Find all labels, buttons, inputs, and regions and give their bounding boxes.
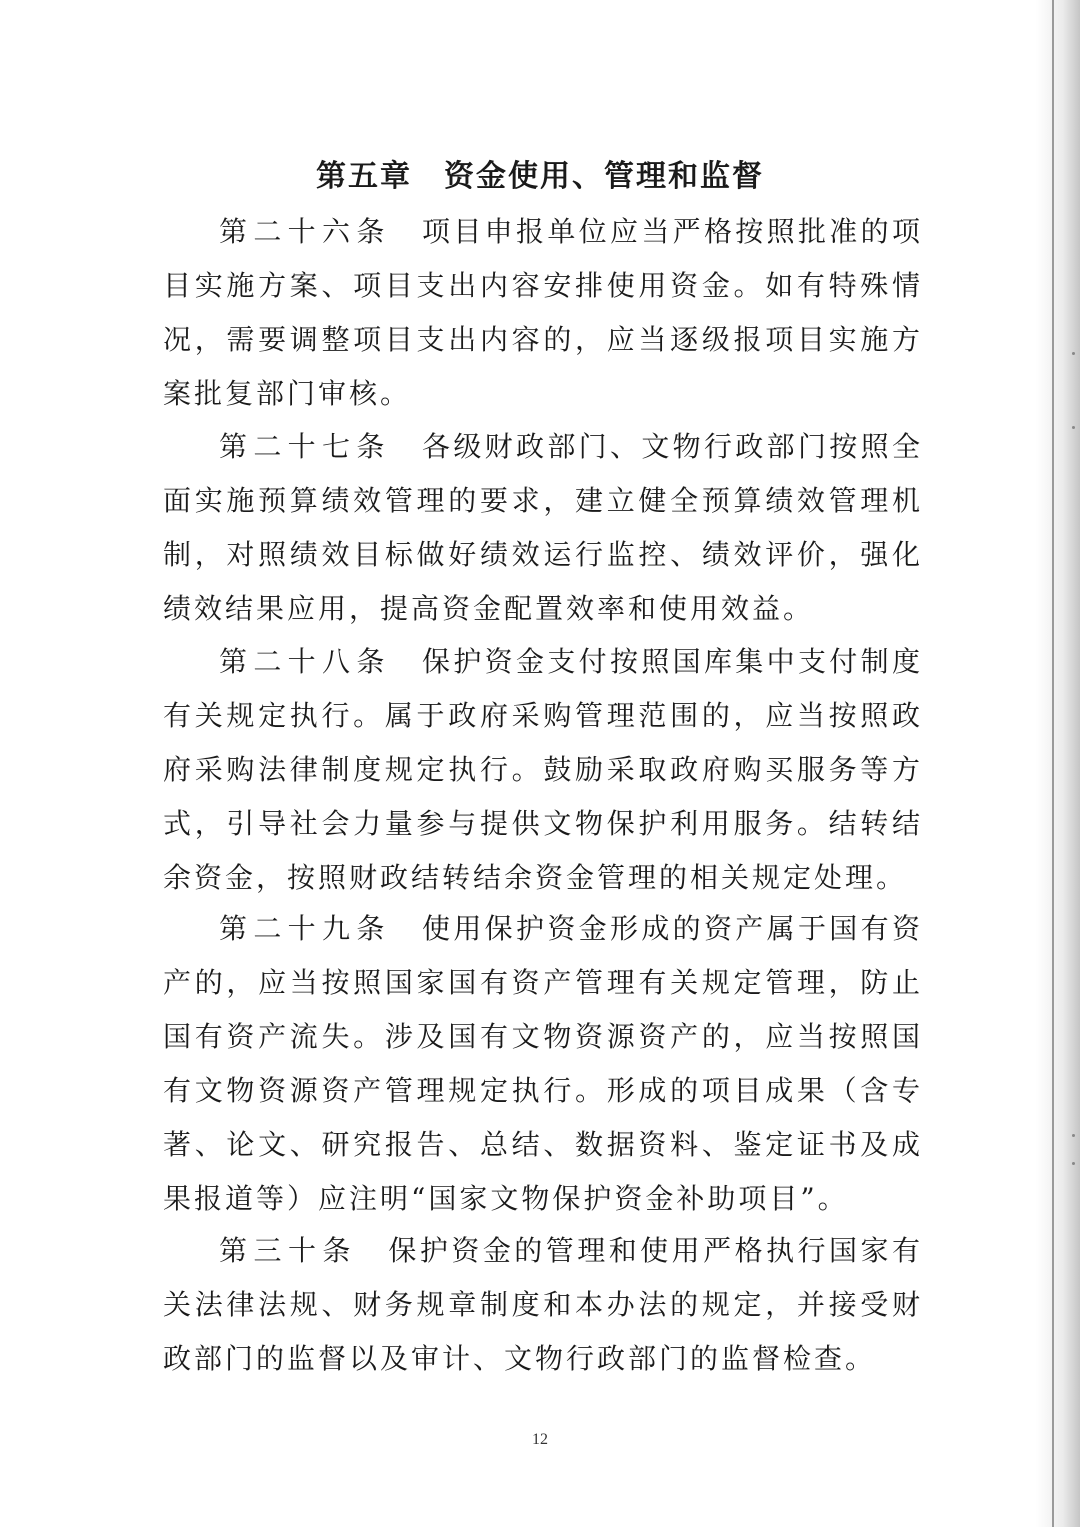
article-label: 第二十六条 <box>219 215 391 248</box>
chapter-title: 第五章 资金使用、管理和监督 <box>316 159 764 194</box>
article-label: 第二十八条 <box>219 645 391 678</box>
article-text: 保护资金的管理和使用严格执行国家有关法律法规、财务规章制度和本办法的规定，并接受财政部门的监督以及审计、文物行政部门的监督检查。 <box>163 1234 923 1375</box>
page-number: 12 <box>532 1431 548 1448</box>
article-label: 第三十条 <box>219 1234 357 1267</box>
article-text: 保护资金支付按照国库集中支付制度有关规定执行。属于政府采购管理范围的，应当按照政府采购法律制度规定执行。鼓励采取政府购买服务等方式，引导社会力量参与提供文物保护利用服务。结转结余资金，按照财政结转结余资金管理的相关规定处理。 <box>163 645 923 894</box>
page-edge-shadow <box>1036 0 1080 1527</box>
page-edge-line <box>1052 0 1054 1527</box>
scan-speck <box>1072 1162 1075 1165</box>
article-text: 项目申报单位应当严格按照批准的项目实施方案、项目支出内容安排使用资金。如有特殊情况，需要调整项目支出内容的，应当逐级报项目实施方案批复部门审核。 <box>163 215 923 410</box>
article-28 <box>163 635 923 905</box>
article-27 <box>163 420 923 636</box>
scan-speck <box>1072 426 1075 429</box>
scan-speck <box>1072 1134 1075 1137</box>
article-text: 使用保护资金形成的资产属于国有资产的，应当按照国家国有资产管理有关规定管理，防止国有资产流失。涉及国有文物资源资产的，应当按照国有文物资源资产管理规定执行。形成的项目成果（含专著、论文、研究报告、总结、数据资料、鉴定证书及成果报道等）应注明“国家文物保护资金补助项目”。 <box>163 912 923 1215</box>
article-29 <box>163 902 923 1226</box>
article-26 <box>163 205 923 421</box>
article-text: 各级财政部门、文物行政部门按照全面实施预算绩效管理的要求，建立健全预算绩效管理机制，对照绩效目标做好绩效运行监控、绩效评价，强化绩效结果应用，提高资金配置效率和使用效益。 <box>163 430 923 625</box>
article-label: 第二十七条 <box>219 430 391 463</box>
article-30 <box>163 1224 923 1386</box>
scan-speck <box>1072 352 1075 355</box>
article-label: 第二十九条 <box>219 912 391 945</box>
